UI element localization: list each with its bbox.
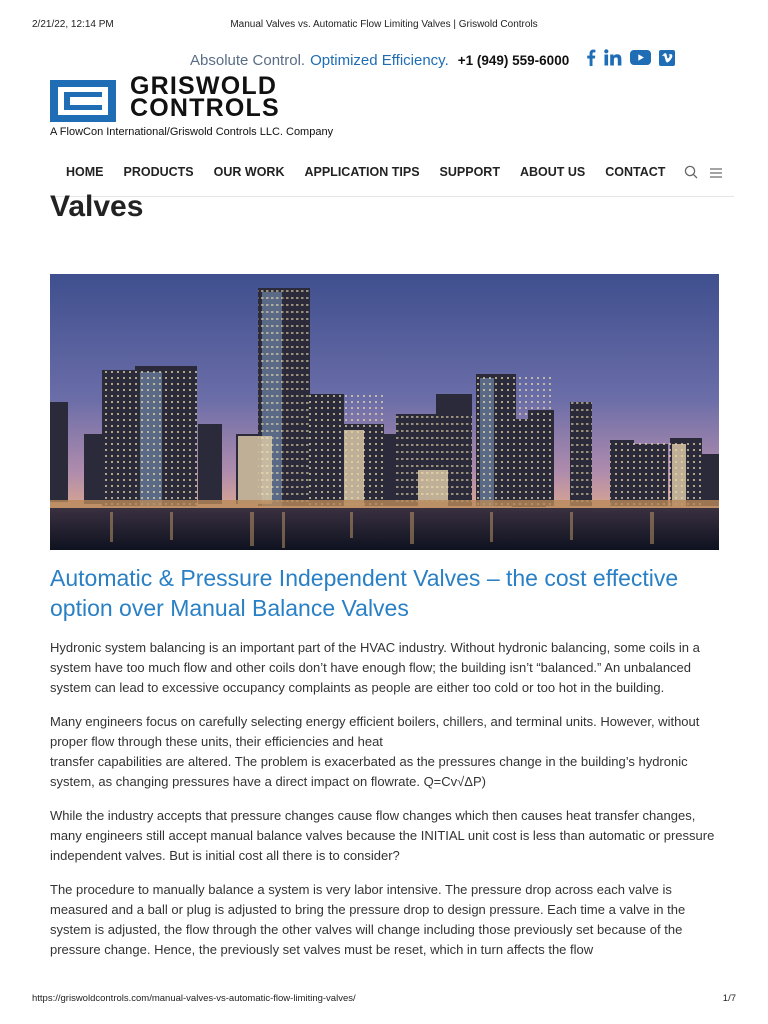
logo-subtitle: A FlowCon International/Griswold Controls LLC. Company	[50, 126, 334, 138]
logo-wordmark	[130, 72, 280, 122]
article-paragraph: The procedure to manually balance a system is very labor intensive. The pressure drop across each valve is measured and a ball or plug is adjusted to bring the pressure drop to design pressure. Each time a valve in the system is adjusted, the flow through the other valves will change including those previously set because of the pressure change. Hence, the previously set valves must be reset, which in turn affects the flow	[50, 882, 686, 957]
nav-item-products[interactable]: PRODUCTS	[123, 165, 194, 179]
article-paragraph: Hydronic system balancing is an important part of the HVAC industry. Without hydronic balancing, some coils in a system have too much flow and other coils don’t have enough flow; the building isn’t “balanced.” An unbalanced system can lead to excessive occupancy complaints as people are either too cold or too hot in the building.	[50, 640, 700, 695]
menu-icon[interactable]	[710, 166, 722, 184]
nav-item-contact[interactable]: CONTACT	[605, 165, 666, 179]
tagline-optimized-efficiency: Optimized Efficiency.	[310, 51, 449, 69]
vimeo-icon[interactable]	[659, 50, 675, 71]
phone-link[interactable]: +1 (949) 559-6000	[457, 52, 570, 68]
print-url: https://griswoldcontrols.com/manual-valves-vs-automatic-flow-limiting-valves/	[32, 993, 356, 1004]
logo-line-griswold: GRISWOLD	[130, 72, 278, 100]
search-icon[interactable]	[684, 165, 698, 184]
print-footer	[0, 990, 768, 1010]
main-nav	[50, 160, 734, 197]
print-header	[0, 0, 768, 28]
hero-skyline-image	[50, 274, 719, 550]
top-bar	[190, 46, 730, 74]
nav-item-support[interactable]: SUPPORT	[439, 165, 500, 179]
linkedin-icon[interactable]	[604, 49, 622, 71]
site-logo[interactable]	[50, 72, 370, 144]
tagline-absolute-control: Absolute Control.	[190, 51, 306, 69]
print-page-number: 1/7	[722, 993, 736, 1004]
griswold-logo-icon	[50, 80, 116, 122]
nav-item-home[interactable]: HOME	[66, 165, 104, 179]
article-heading: Automatic & Pressure Independent Valves – the cost effective option over Manual Balance Valves	[50, 565, 679, 621]
nav-item-our-work[interactable]: OUR WORK	[213, 165, 285, 179]
article-body	[50, 638, 725, 974]
nav-icons	[672, 165, 722, 184]
nav-item-application-tips[interactable]: APPLICATION TIPS	[304, 165, 420, 179]
article-paragraph: While the industry accepts that pressure changes cause flow changes which then causes heat transfer changes, many engineers still accept manual balance valves because the INITIAL unit cost is less than automatic or pressure independent valves. But is initial cost all there is to consider?	[50, 808, 715, 863]
facebook-icon[interactable]	[586, 49, 596, 71]
article-paragraph: transfer capabilities are altered. The problem is exacerbated as the pressures change in the building’s hydronic system, as changing pressures have a direct impact on flowrate. Q=Cv√ΔP)	[50, 754, 688, 789]
page-title: Valves	[50, 190, 144, 223]
print-doc-title: Manual Valves vs. Automatic Flow Limiting Valves | Griswold Controls	[230, 19, 538, 30]
article-paragraph: Many engineers focus on carefully selecting energy efficient boilers, chillers, and terminal units. However, without proper flow through these units, their efficiencies and heat	[50, 714, 700, 749]
youtube-icon[interactable]	[630, 50, 651, 70]
logo-line-controls: CONTROLS	[130, 94, 280, 122]
nav-item-about-us[interactable]: ABOUT US	[519, 165, 586, 179]
print-timestamp: 2/21/22, 12:14 PM	[32, 19, 114, 30]
social-links	[578, 49, 675, 71]
